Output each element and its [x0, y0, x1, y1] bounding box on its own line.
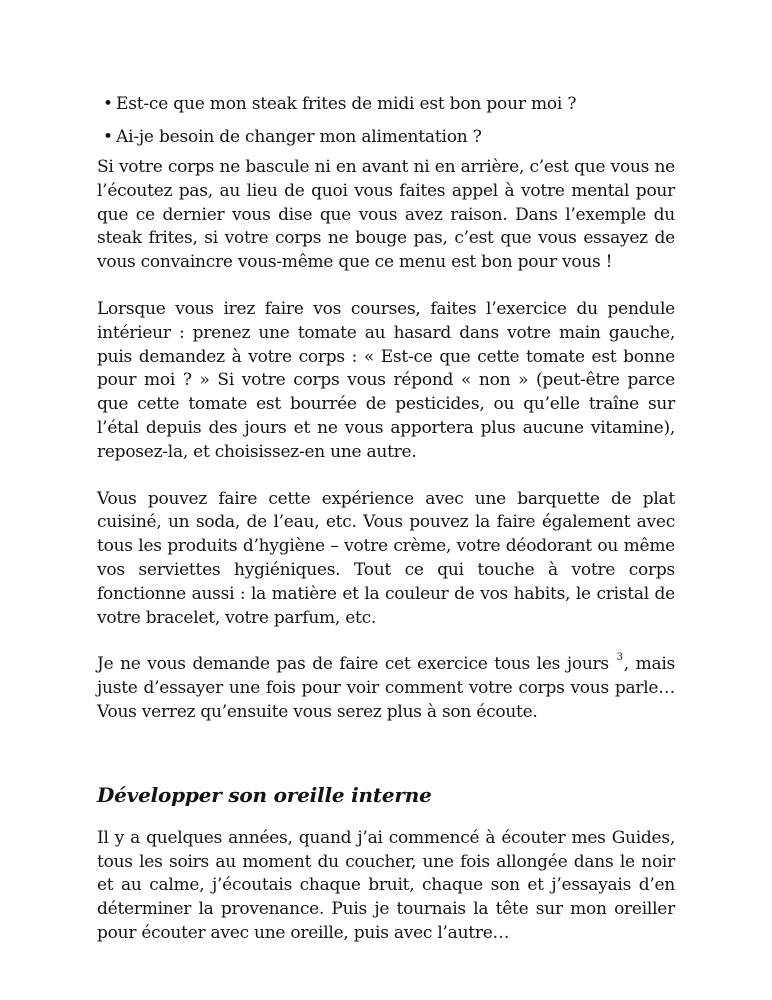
paragraph: Si votre corps ne bascule ni en avant ni en arrière, c’est que vous ne l’écoutez pas, au lieu de quoi vous faites appel à votre mental pour que ce dernier vous dise que vous avez raison. Dans l’exemple du steak frites, si votre corps ne bouge pas, c’est que vous essayez de vous convaincre vous-même que ce menu est bon pour vous ! — [97, 157, 675, 273]
page-content — [97, 88, 675, 946]
paragraph-text: Je ne vous demande pas de faire cet exercice tous les jours — [97, 654, 609, 675]
paragraph: Vous pouvez faire cette expérience avec une barquette de plat cuisiné, un soda, de l’eau, etc. Vous pouvez la faire également avec tous les produits d’hygiène – votre crème, votre déodorant ou même vos serviettes hygiéniques. Tout ce qui touche à votre corps fonctionne aussi : la matière et la couleur de vos habits, le cristal de votre bracelet, votre parfum, etc. — [97, 488, 675, 628]
paragraph-with-footnote — [97, 653, 675, 724]
paragraph-text: , mais juste d’essayer une fois pour voir comment votre corps vous parle… Vous verrez qu’ensuite vous serez plus à son écoute. — [97, 654, 675, 722]
bullet-dot-icon: • — [103, 94, 113, 114]
footnote-reference[interactable]: 3 — [616, 651, 623, 663]
bullet-item — [103, 121, 675, 154]
bullet-list — [97, 88, 675, 154]
bullet-text: Est-ce que mon steak frites de midi est bon pour moi ? — [116, 94, 577, 114]
bullet-text: Ai-je besoin de changer mon alimentation ? — [116, 127, 482, 147]
paragraph: Lorsque vous irez faire vos courses, faites l’exercice du pendule intérieur : prenez une tomate au hasard dans votre main gauche, puis demandez à votre corps : « Est-ce que cette tomate est bonne pour moi ? » Si votre corps vous répond « non » (peut-être parce que cette tomate est bourrée de pesticides, ou qu’elle traîne sur l’étal depuis des jours et ne vous apportera plus aucune vitamine), reposez-la, et choisissez-en une autre. — [97, 298, 675, 462]
bullet-dot-icon: • — [103, 127, 113, 147]
paragraph: Il y a quelques années, quand j’ai commencé à écouter mes Guides, tous les soirs au moment du coucher, une fois allongée dans le noir et au calme, j’écoutais chaque bruit, chaque son et j’essayais d’en déterminer la provenance. Puis je tournais la tête sur mon oreiller pour écouter avec une oreille, puis avec l’autre… — [97, 827, 675, 943]
section-heading: Développer son oreille interne — [97, 782, 432, 807]
bullet-item — [103, 88, 675, 121]
